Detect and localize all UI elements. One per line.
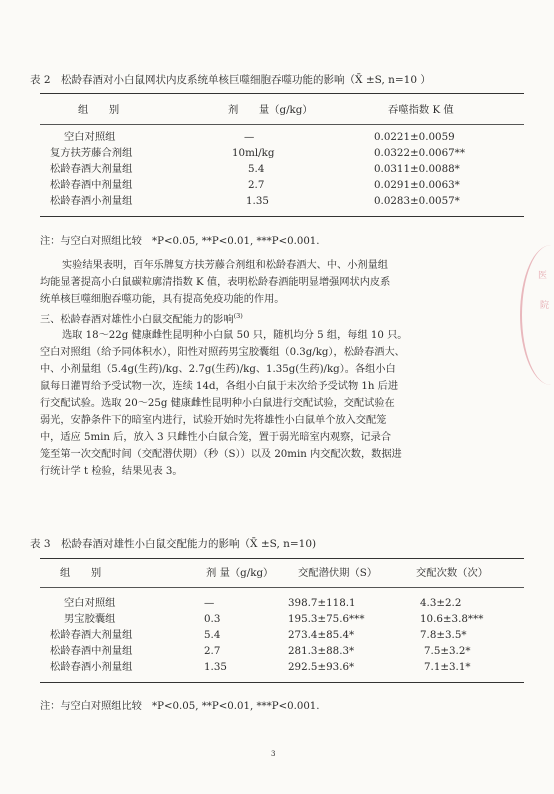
- table2-header-dose: 剂 量（g/kg）: [228, 104, 313, 116]
- table3-note: 注：与空白对照组比较 *P<0.05, **P<0.01, ***P<0.001.: [40, 701, 320, 712]
- method-paragraph: [40, 327, 526, 480]
- table2-cell: 1.35: [246, 195, 269, 207]
- table2-cell: 复方扶芳藤合剂组: [50, 147, 133, 159]
- page-number: 3: [271, 750, 276, 758]
- text-line: 行统计学 t 检验，结果见表 3。: [40, 466, 183, 477]
- table2-cell: 2.7: [248, 179, 265, 191]
- results-paragraph: [40, 257, 526, 308]
- table3-cell: 松龄春酒小剂量组: [50, 661, 133, 673]
- table2-top-rule: [40, 93, 524, 94]
- table3-cell: 松龄春酒大剂量组: [50, 629, 133, 641]
- table2-bottom-rule: [40, 216, 524, 217]
- section-title: 三、松龄春酒对雄性小白鼠交配能力的影响: [40, 314, 234, 326]
- text-line: 中，适应 5min 后，放入 3 只雌性小白鼠合笼，置于弱光暗室内观察，记录合: [40, 432, 392, 443]
- table3-cell: 195.3±75.6***: [288, 613, 365, 625]
- table2-cell: —: [244, 131, 255, 143]
- table3-cell: 7.8±3.5*: [420, 629, 467, 641]
- table3-cell: 0.3: [204, 613, 221, 625]
- table2-cell: 0.0283±0.0057*: [374, 195, 460, 207]
- table3-caption: 表 3 松龄春酒对雄性小白鼠交配能力的影响（X̄ ±S, n=10): [30, 538, 317, 550]
- table3-cell: 7.1±3.1*: [424, 661, 471, 673]
- text-line: 弱光，安静条件下的暗室内进行，试验开始时先将雄性小白鼠单个放入交配笼: [40, 415, 387, 426]
- table3-cell: 2.7: [204, 645, 221, 657]
- table3-cell: 5.4: [204, 629, 221, 641]
- text-line: 笼至第一次交配时间（交配潜伏期）（秒（S））以及 20min 内交配次数，数据进: [40, 449, 402, 460]
- table3-bottom-rule: [40, 682, 524, 683]
- table2-note: 注：与空白对照组比较 *P<0.05, **P<0.01, ***P<0.001.: [40, 236, 320, 247]
- table3-cell: 4.3±2.2: [420, 597, 462, 609]
- table3-header-count: 交配次数（次）: [416, 567, 489, 579]
- table2-header-rule: [40, 124, 524, 125]
- text-line: 空白对照组（给予同体积水），阳性对照药男宝胶囊组（0.3g/kg），松龄春酒大、: [40, 347, 405, 358]
- table2-cell: 空白对照组: [64, 131, 116, 143]
- seal-char: 医: [538, 271, 548, 281]
- text-line: 实验结果表明，百年乐牌复方扶芳藤合剂组和松龄春酒大、中、小剂量组: [62, 260, 388, 271]
- table3-cell: 273.4±85.4*: [288, 629, 355, 641]
- table2-cell: 松龄春酒中剂量组: [50, 179, 133, 191]
- seal-char: 院: [540, 301, 550, 311]
- table2-cell: 10ml/kg: [232, 147, 275, 159]
- section-heading: [40, 308, 526, 328]
- table3-header-latency: 交配潜伏期（S）: [298, 567, 378, 579]
- table2-cell: 0.0311±0.0088*: [374, 163, 460, 175]
- table2-cell: 0.0322±0.0067**: [374, 147, 465, 159]
- table2-cell: 0.0221±0.0059: [374, 131, 455, 143]
- text-line: 中、小剂量组（5.4g(生药)/kg、2.7g(生药)/kg、1.35g(生药)/kg）。各组小白: [40, 364, 396, 375]
- table3-header-group: 组 别: [60, 567, 102, 579]
- table2-cell: 5.4: [248, 163, 265, 175]
- table3-cell: 292.5±93.6*: [288, 661, 355, 673]
- table2-caption: 表 2 松龄春酒对小白鼠网状内皮系统单核巨噬细胞吞噬功能的影响（X̄ ±S, n=10 ）: [30, 74, 431, 86]
- reference-mark: (3): [233, 312, 243, 320]
- table3-cell: 男宝胶囊组: [64, 613, 116, 625]
- text-line: 统单核巨噬细胞吞噬功能，具有提高免疫功能的作用。: [40, 294, 285, 305]
- table3-cell: 7.5±3.2*: [424, 645, 471, 657]
- table2-cell: 松龄春酒大剂量组: [50, 163, 133, 175]
- table3-cell: 松龄春酒中剂量组: [50, 645, 133, 657]
- table2-header-k: 吞噬指数 K 值: [388, 104, 454, 116]
- table3-cell: 1.35: [204, 661, 227, 673]
- table3-cell: —: [204, 597, 215, 609]
- text-line: 均能显著提高小白鼠碳粒廓清指数 K 值，表明松龄春酒能明显增强网状内皮系: [40, 277, 391, 288]
- table2-header-group: 组 别: [78, 104, 120, 116]
- table2-cell: 0.0291±0.0063*: [374, 179, 460, 191]
- text-line: 选取 18～22g 健康雌性昆明种小白鼠 50 只，随机均分 5 组，每组 10 只。: [62, 330, 408, 341]
- table3-header-dose: 剂 量（g/kg）: [206, 567, 274, 579]
- table3-cell: 281.3±88.3*: [288, 645, 355, 657]
- table3-top-rule: [40, 558, 524, 559]
- table3-cell: 10.6±3.8***: [420, 613, 484, 625]
- text-line: 行交配试验。选取 20～25g 健康雌性昆明种小白鼠进行交配试验，交配试验在: [40, 398, 395, 409]
- table3-header-rule: [40, 587, 524, 588]
- table3-cell: 空白对照组: [64, 597, 116, 609]
- table3-cell: 398.7±118.1: [288, 597, 356, 609]
- table2-cell: 松龄春酒小剂量组: [50, 195, 133, 207]
- text-line: 鼠每日灌胃给予受试物一次，连续 14d，各组小白鼠于末次给予受试物 1h 后进: [40, 381, 399, 392]
